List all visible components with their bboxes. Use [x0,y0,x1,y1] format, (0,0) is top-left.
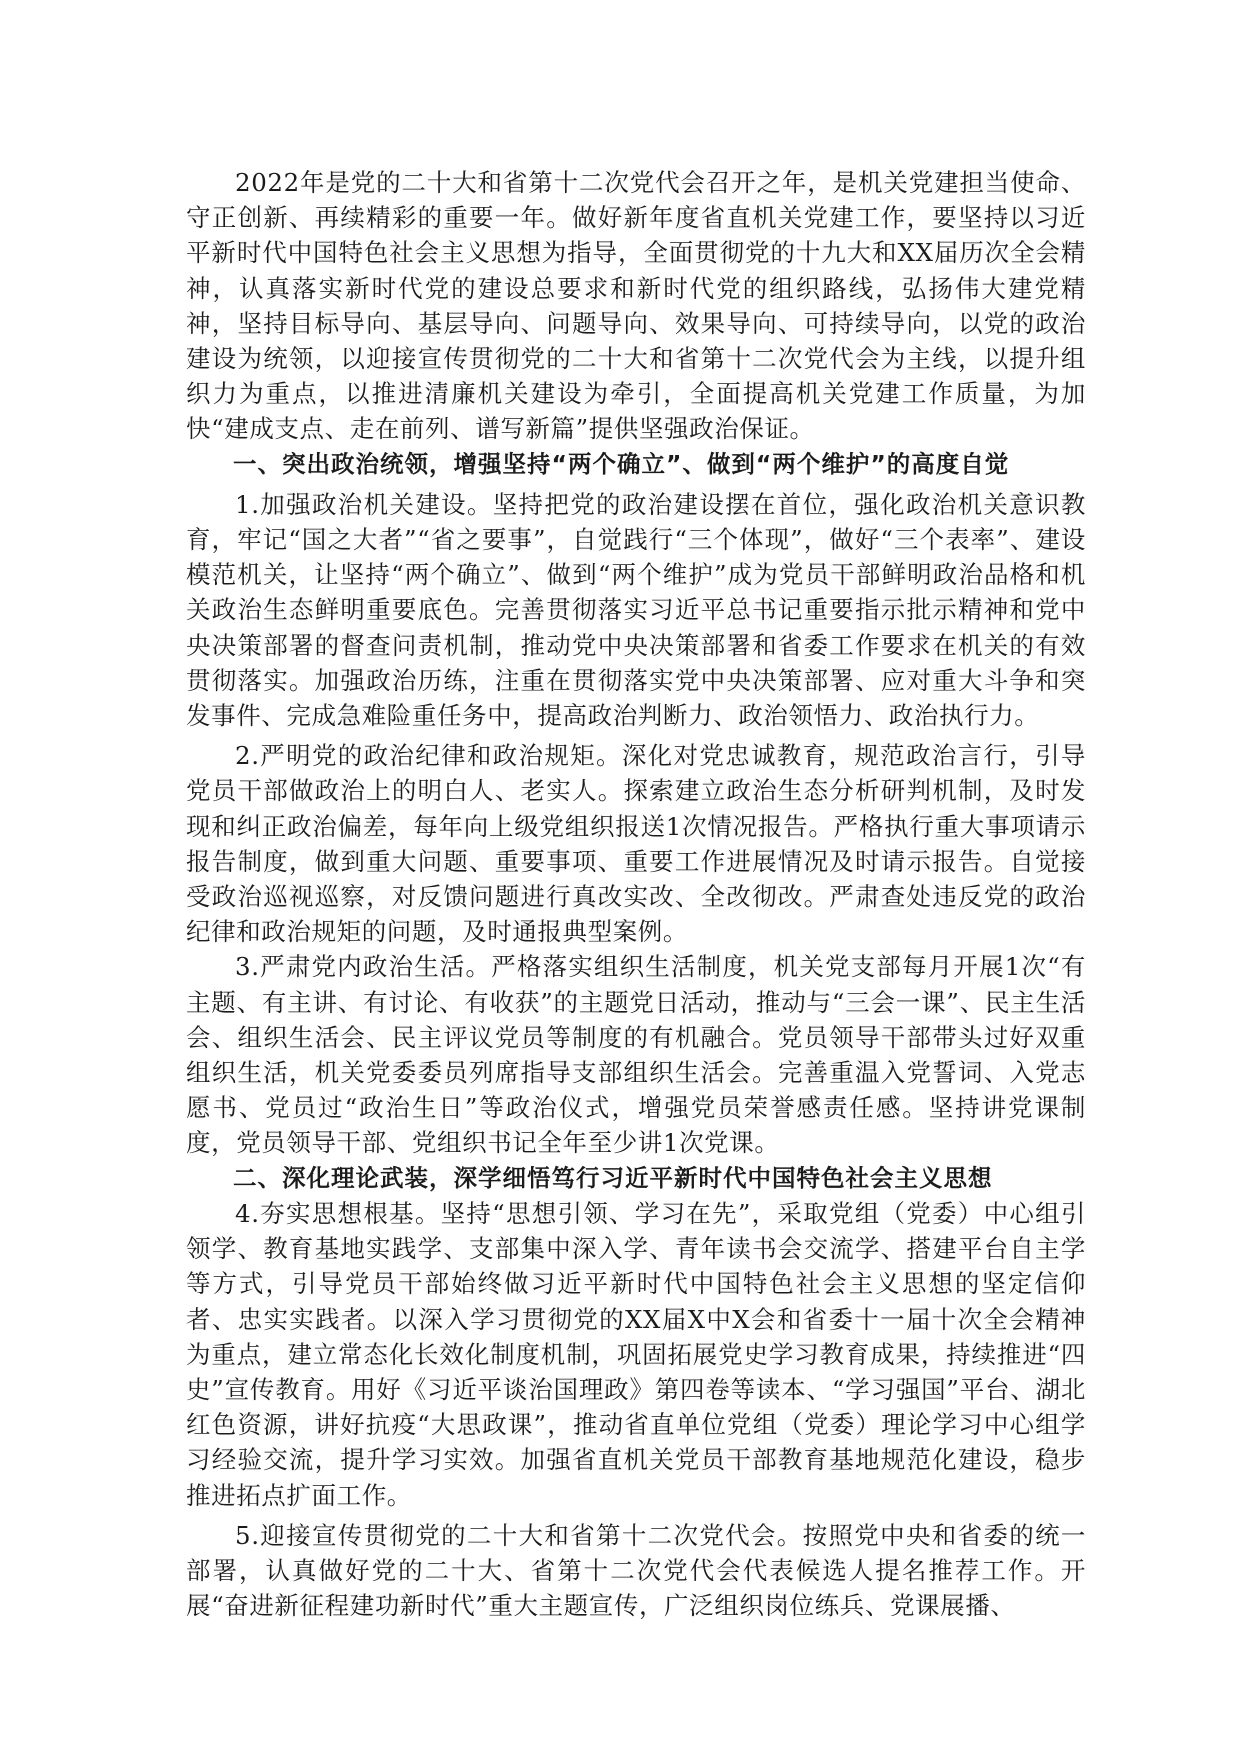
paragraph-item-3: 3.严肃党内政治生活。严格落实组织生活制度，机关党支部每月开展1次“有主题、有主讲、有讨论、有收获”的主题党日活动，推动与“三会一课”、民主生活会、组织生活会、民主评议党员等制度的有机融合。党员领导干部带头过好双重组织生活，机关党委委员列席指导支部组织生活会。完善重温入党誓词、入党志愿书、党员过“政治生日”等政治仪式，增强党员荣誉感责任感。坚持讲党课制度，党员领导干部、党组织书记全年至少讲1次党课。 [186,952,1086,1158]
paragraph-item-4: 4.夯实思想根基。坚持“思想引领、学习在先”，采取党组（党委）中心组引领学、教育基地实践学、支部集中深入学、青年读书会交流学、搭建平台自主学等方式，引导党员干部始终做习近平新时代中国特色社会主义思想的坚定信仰者、忠实实践者。以深入学习贯彻党的XX届X中X会和省委十一届十次全会精神为重点，建立常态化长效化制度机制，巩固拓展党史学习教育成果，持续推进“四史”宣传教育。用好《习近平谈治国理政》第四卷等读本、“学习强国”平台、湖北红色资源，讲好抗疫“大思政课”，推动省直单位党组（党委）理论学习中心组学习经验交流，提升学习实效。加强省直机关党员干部教育基地规范化建设，稳步推进拓点扩面工作。 [186,1198,1086,1510]
paragraph-item-1: 1.加强政治机关建设。坚持把党的政治建设摆在首位，强化政治机关意识教育，牢记“国之大者”“省之要事”，自觉践行“三个体现”，做好“三个表率”、建设模范机关，让坚持“两个确立”、做到“两个维护”成为党员干部鲜明政治品格和机关政治生态鲜明重要底色。完善贯彻落实习近平总书记重要指示批示精神和党中央决策部署的督查问责机制，推动党中央决策部署和省委工作要求在机关的有效贯彻落实。加强政治历练，注重在贯彻落实党中央决策部署、应对重大斗争和突发事件、完成急难险重任务中，提高政治判断力、政治领悟力、政治执行力。 [186,489,1086,731]
section-heading-2: 二、深化理论武装，深学细悟笃行习近平新时代中国特色社会主义思想 [233,1163,993,1192]
paragraph-item-2: 2.严明党的政治纪律和政治规矩。深化对党忠诚教育，规范政治言行，引导党员干部做政治上的明白人、老实人。探索建立政治生态分析研判机制，及时发现和纠正政治偏差，每年向上级党组织报送1次情况报告。严格执行重大事项请示报告制度，做到重大问题、重要事项、重要工作进展情况及时请示报告。自觉接受政治巡视巡察，对反馈问题进行真改实改、全改彻改。严肃查处违反党的政治纪律和政治规矩的问题，及时通报典型案例。 [186,741,1086,947]
document-body [186,165,1086,1623]
paragraph-item-5: 5.迎接宣传贯彻党的二十大和省第十二次党代会。按照党中央和省委的统一部署，认真做好党的二十大、省第十二次党代会代表候选人提名推荐工作。开展“奋进新征程建功新时代”重大主题宣传，广泛组织岗位练兵、党课展播、 [186,1520,1086,1621]
intro-paragraph: 2022年是党的二十大和省第十二次党代会召开之年，是机关党建担当使命、守正创新、再续精彩的重要一年。做好新年度省直机关党建工作，要坚持以习近平新时代中国特色社会主义思想为指导，全面贯彻党的十九大和XX届历次全会精神，认真落实新时代党的建设总要求和新时代党的组织路线，弘扬伟大建党精神，坚持目标导向、基层导向、问题导向、效果导向、可持续导向，以党的政治建设为统领，以迎接宣传贯彻党的二十大和省第十二次党代会为主线，以提升组织力为重点，以推进清廉机关建设为牵引，全面提高机关党建工作质量，为加快“建成支点、走在前列、谱写新篇”提供坚强政治保证。 [186,168,1086,444]
section-heading-1: 一、突出政治统领，增强坚持“两个确立”、做到“两个维护”的高度自觉 [233,449,1010,478]
